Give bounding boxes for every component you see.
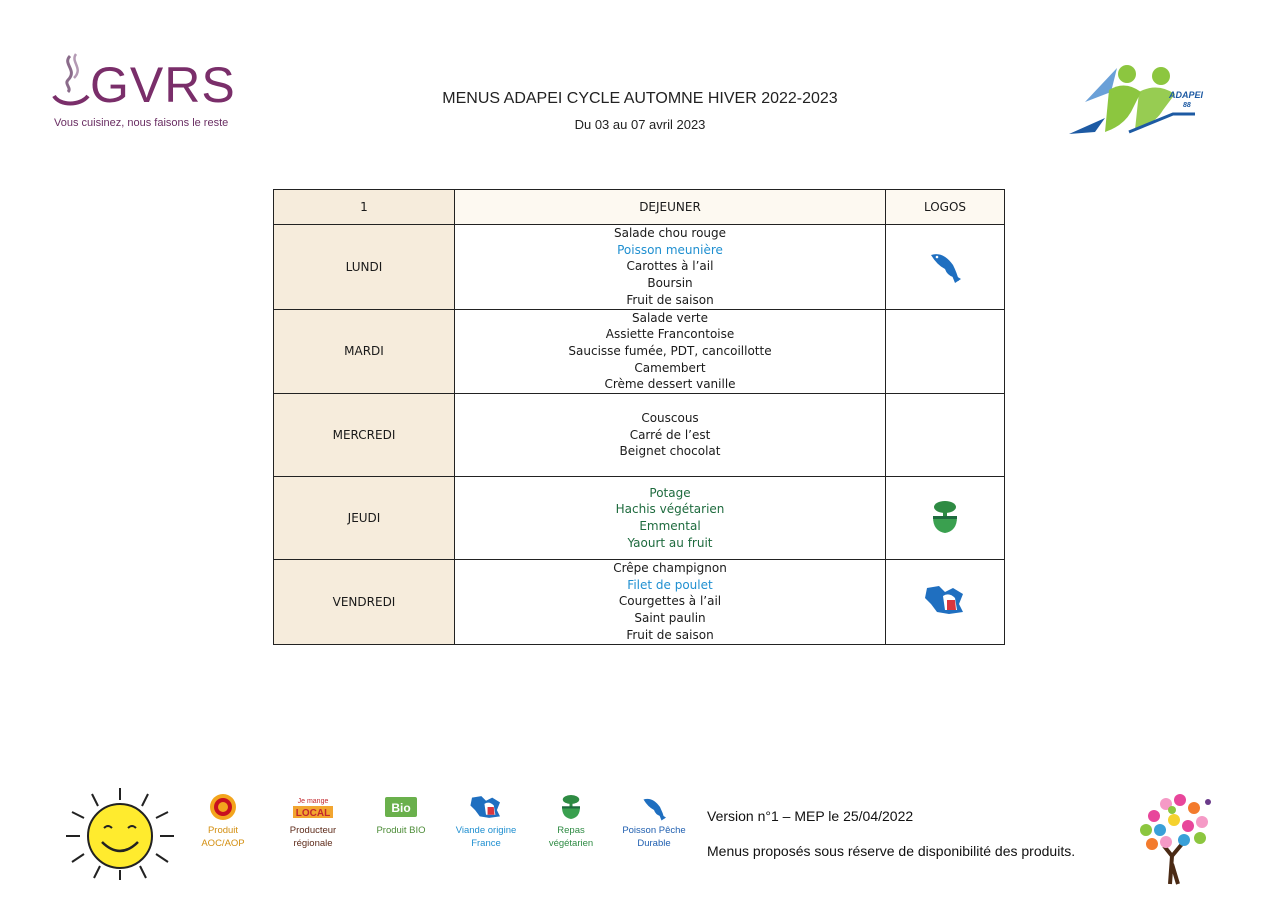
menu-cell bbox=[455, 394, 886, 477]
legend-label: Produit BIO bbox=[376, 825, 426, 836]
logo-cell bbox=[886, 394, 1005, 477]
dish-item: Emmental bbox=[639, 519, 701, 534]
dish-item: Carottes à l’ail bbox=[626, 259, 714, 274]
header-week-number: 1 bbox=[274, 190, 455, 225]
tree-illustration bbox=[1124, 786, 1224, 886]
dish-item: Saint paulin bbox=[634, 611, 706, 626]
table-row bbox=[274, 477, 1005, 560]
local-badge-icon bbox=[291, 794, 335, 820]
legend-label: Durable bbox=[637, 838, 671, 849]
dish-item: Couscous bbox=[641, 410, 699, 425]
vegetarian-icon bbox=[556, 792, 586, 822]
brand-tagline: Vous cuisinez, nous faisons le reste bbox=[54, 117, 229, 129]
table-row bbox=[274, 560, 1005, 645]
aoc-seal-icon bbox=[208, 792, 238, 822]
dish-item: Yaourt au fruit bbox=[627, 535, 713, 550]
dish-item: Carré de l’est bbox=[629, 427, 711, 442]
page-title: MENUS ADAPEI CYCLE AUTOMNE HIVER 2022-2023 bbox=[442, 90, 838, 107]
dish-item: Camembert bbox=[634, 360, 706, 375]
menu-cell bbox=[455, 560, 886, 645]
bio-leaf-icon bbox=[383, 795, 419, 819]
table-row bbox=[274, 394, 1005, 477]
legend-poisson bbox=[617, 790, 691, 850]
dish-item: Fruit de saison bbox=[626, 292, 714, 307]
adapei-figures-icon bbox=[1065, 62, 1200, 142]
logo-cell bbox=[886, 560, 1005, 645]
header-logos: LOGOS bbox=[886, 190, 1005, 225]
dish-item: Crème dessert vanille bbox=[604, 377, 736, 392]
dish-item: Fruit de saison bbox=[626, 627, 714, 642]
header-dejeuner: DEJEUNER bbox=[455, 190, 886, 225]
table-header-row bbox=[274, 190, 1005, 225]
legend-label: France bbox=[471, 838, 501, 849]
legend-label: Poisson Pêche bbox=[622, 825, 686, 836]
day-cell: VENDREDI bbox=[274, 560, 455, 645]
dish-item: Salade chou rouge bbox=[613, 226, 727, 240]
adapei-number: 88 bbox=[1183, 102, 1191, 109]
legend-veg bbox=[535, 790, 607, 850]
day-cell: LUNDI bbox=[274, 225, 455, 310]
steam-bowl-icon bbox=[50, 52, 90, 112]
dish-item: Beignet chocolat bbox=[619, 444, 721, 459]
menu-cell bbox=[455, 225, 886, 310]
menu-cell bbox=[455, 309, 886, 394]
page-subtitle: Du 03 au 07 avril 2023 bbox=[574, 117, 706, 132]
adapei-label: ADAPEI bbox=[1169, 90, 1204, 100]
legend-bio bbox=[365, 790, 437, 837]
dish-item: Saucisse fumée, PDT, cancoillotte bbox=[568, 343, 772, 358]
brand-wordmark: GVRS bbox=[90, 57, 236, 113]
local-badge-top: Je mange bbox=[297, 798, 329, 805]
legend-viande bbox=[447, 790, 525, 850]
dish-item: Courgettes à l’ail bbox=[618, 594, 722, 609]
legend-label: Viande origine bbox=[455, 825, 517, 836]
day-cell: MERCREDI bbox=[274, 394, 455, 477]
legend-aoc bbox=[192, 790, 254, 850]
dish-item: Filet de poulet bbox=[627, 577, 713, 592]
logo-cell bbox=[886, 225, 1005, 310]
dish-item: Crêpe champignon bbox=[613, 561, 727, 576]
legend-label: Repas bbox=[557, 825, 585, 836]
local-badge-bottom: LOCAL bbox=[295, 808, 331, 819]
french-meat-icon bbox=[468, 793, 504, 821]
dish-item: Potage bbox=[649, 485, 691, 500]
day-cell: MARDI bbox=[274, 309, 455, 394]
version-line: Version n°1 – MEP le 25/04/2022 bbox=[707, 808, 914, 824]
table-row bbox=[274, 309, 1005, 394]
dish-item: Poisson meunière bbox=[617, 242, 723, 257]
menu-cell bbox=[455, 477, 886, 560]
adapei-logo bbox=[1065, 62, 1204, 142]
legend-label: AOC/AOP bbox=[201, 838, 245, 849]
legend-label: régionale bbox=[293, 838, 333, 849]
dish-item: Boursin bbox=[647, 276, 693, 291]
gvrs-logo bbox=[50, 50, 250, 135]
logo-cell bbox=[886, 477, 1005, 560]
legend-label: Producteur bbox=[289, 825, 337, 836]
day-cell: JEUDI bbox=[274, 477, 455, 560]
table-row bbox=[274, 225, 1005, 310]
sun-illustration bbox=[62, 786, 178, 882]
vegetarian-icon bbox=[925, 497, 965, 537]
fish-icon bbox=[925, 245, 965, 285]
dish-item: Salade verte bbox=[632, 310, 708, 325]
dish-item: Hachis végétarien bbox=[615, 502, 725, 517]
dish-item: Assiette Francontoise bbox=[605, 327, 735, 342]
logo-cell bbox=[886, 309, 1005, 394]
legend-local bbox=[277, 790, 349, 850]
french-meat-icon bbox=[923, 582, 967, 618]
disclaimer: Menus proposés sous réserve de disponibilité des produits. bbox=[707, 843, 1076, 859]
menu-table bbox=[273, 189, 1005, 645]
bio-badge-text: Bio bbox=[391, 801, 411, 815]
legend-label: Produit bbox=[207, 825, 239, 836]
fish-icon bbox=[639, 792, 669, 822]
legend-label: végétarien bbox=[548, 838, 594, 849]
